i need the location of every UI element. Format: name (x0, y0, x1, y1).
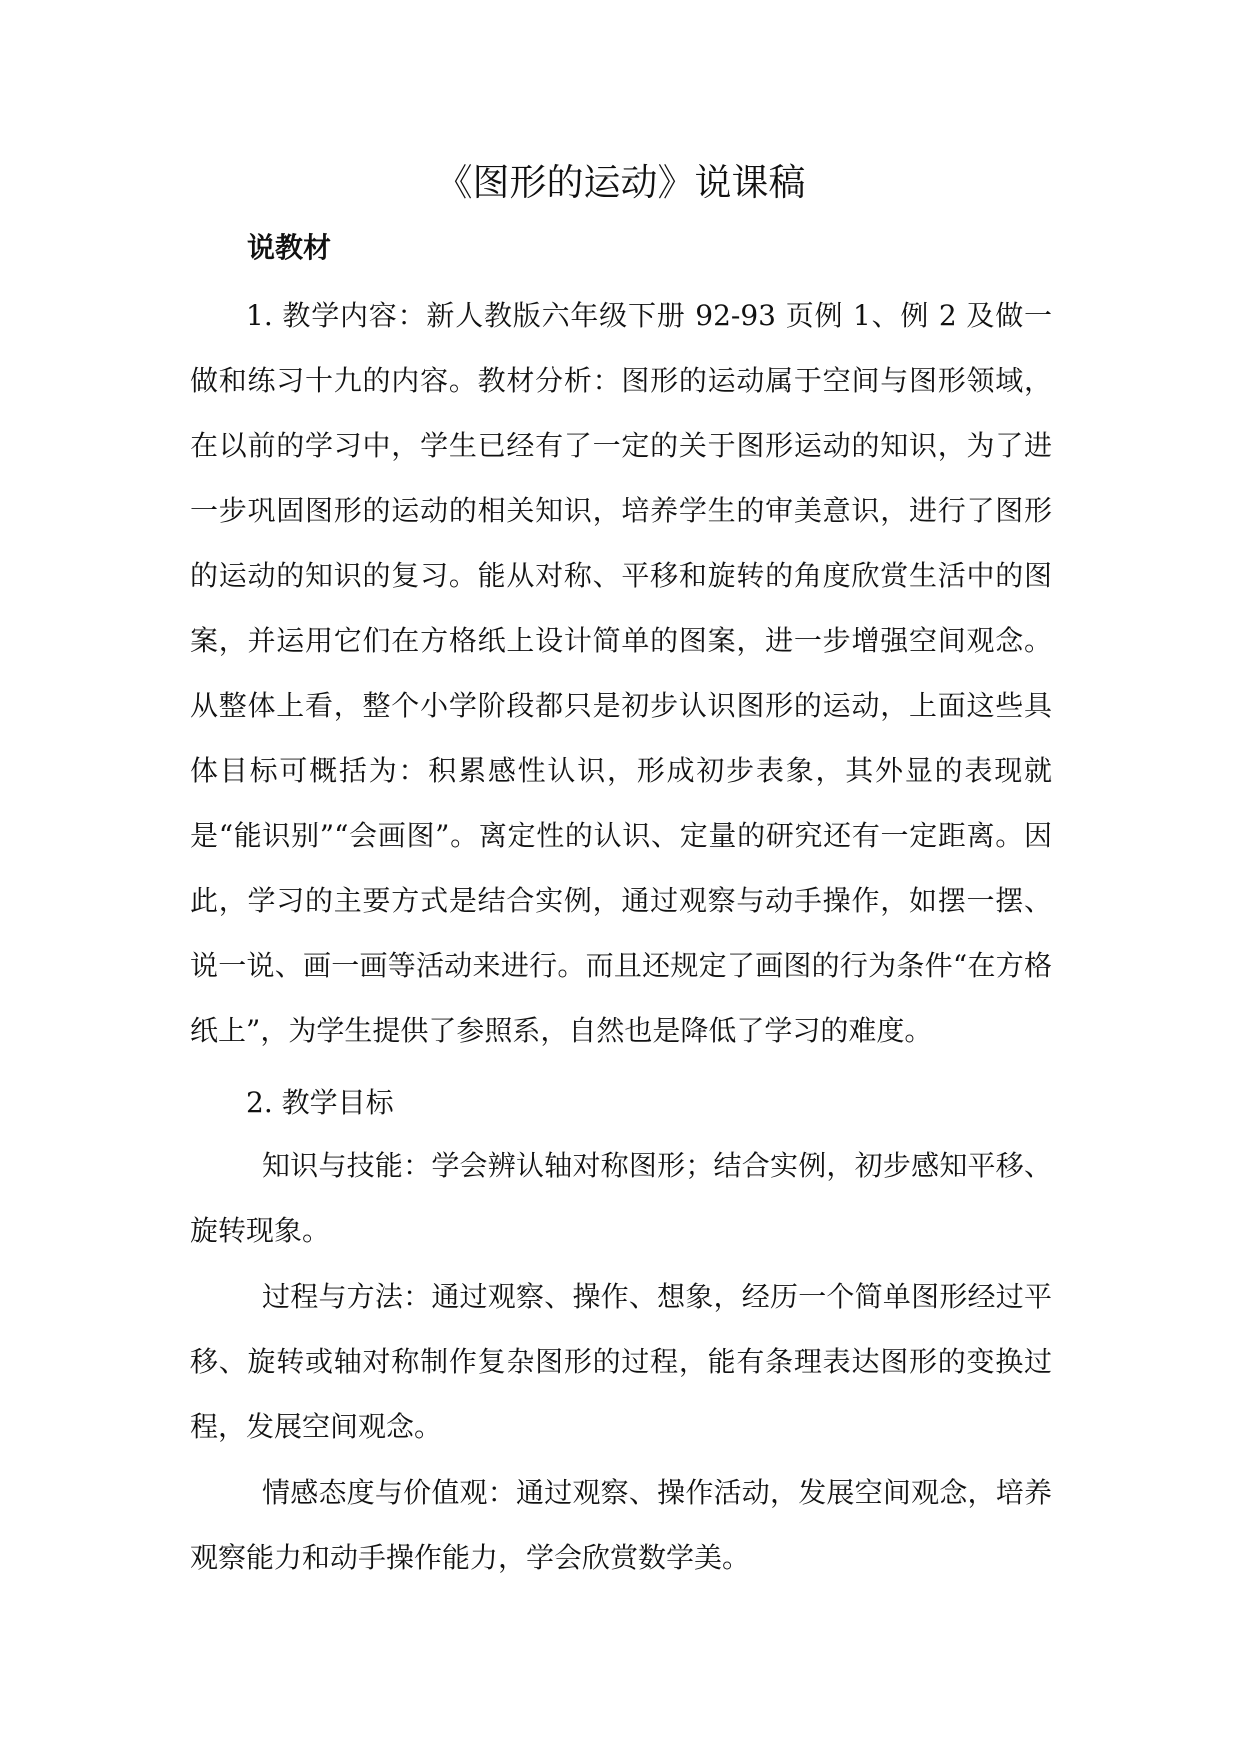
paragraph-process-methods: 过程与方法：通过观察、操作、想象，经历一个简单图形经过平移、旋转或轴对称制作复杂图形的过程，能有条理表达图形的变换过程，发展空间观念。 (190, 1280, 1052, 1443)
paragraph-emotion-values: 情感态度与价值观：通过观察、操作活动，发展空间观念，培养观察能力和动手操作能力，学会欣赏数学美。 (190, 1476, 1052, 1574)
paragraph-knowledge-skills: 知识与技能：学会辨认轴对称图形；结合实例，初步感知平移、旋转现象。 (190, 1149, 1052, 1247)
paragraph-teaching-content: 1. 教学内容：新人教版六年级下册 92-93 页例 1、例 2 及做一做和练习十九的内容。教材分析：图形的运动属于空间与图形领域，在以前的学习中，学生已经有了一定的关于图形运动的知识，为了进一步巩固图形的运动的相关知识，培养学生的审美意识，进行了图形的运动的知识的复习。能从对称、平移和旋转的角度欣赏生活中的图案，并运用它们在方格纸上设计简单的图案，进一步增强空间观念。从整体上看，整个小学阶段都只是初步认识图形的运动，上面这些具体目标可概括为：积累感性认识，形成初步表象，其外显的表现就是“能识别”“会画图”。离定性的认识、定量的研究还有一定距离。因此，学习的主要方式是结合实例，通过观察与动手操作，如摆一摆、说一说、画一画等活动来进行。而且还规定了画图的行为条件“在方格纸上”，为学生提供了参照系，自然也是降低了学习的难度。 (190, 299, 1052, 1047)
section-heading: 说教材 (247, 231, 332, 264)
document-title: 《图形的运动》说课稿 (435, 161, 806, 204)
paragraph-teaching-goals-heading: 2. 教学目标 (246, 1086, 394, 1119)
